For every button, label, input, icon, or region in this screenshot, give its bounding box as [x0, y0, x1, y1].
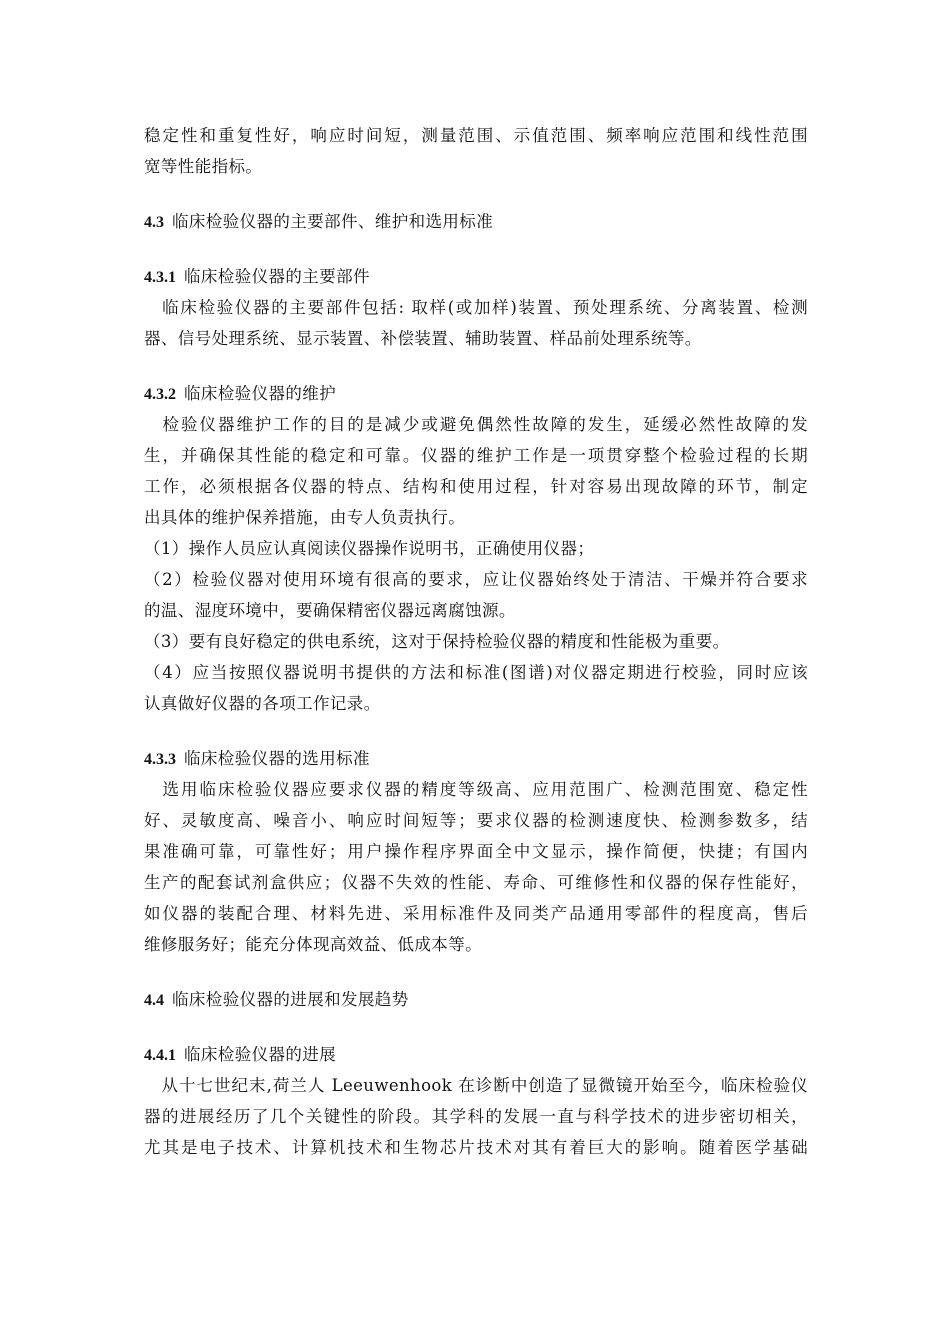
- paragraph-line: 检验仪器维护工作的目的是减少或避免偶然性故障的发生，延缓必然性故障的发: [144, 415, 808, 434]
- paragraph-line: 的温、湿度环境中，要确保精密仪器远离腐蚀源。: [144, 601, 516, 620]
- paragraph-line: 果准确可靠，可靠性好；用户操作程序界面全中文显示，操作简便，快捷；有国内: [144, 842, 808, 861]
- paragraph-line: 宽等性能指标。: [144, 157, 263, 176]
- paragraph-line: 维修服务好；能充分体现高效益、低成本等。: [144, 935, 482, 954]
- paragraph-line: （3）要有良好稳定的供电系统，这对于保持检验仪器的精度和性能极为重要。: [144, 632, 730, 651]
- paragraph: [144, 292, 808, 354]
- paragraph-line: 器的进展经历了几个关键性的阶段。其学科的发展一直与科学技术的进步密切相关，: [144, 1107, 808, 1126]
- section-spacer: [144, 182, 808, 206]
- section-title: 临床检验仪器的进展和发展趋势: [172, 990, 409, 1009]
- paragraph-line: 稳定性和重复性好，响应时间短，测量范围、示值范围、频率响应范围和线性范围: [144, 126, 808, 145]
- paragraph: [144, 1070, 808, 1163]
- section-heading: [144, 206, 808, 237]
- paragraph-line: 器、信号处理系统、显示装置、补偿装置、辅助装置、样品前处理系统等。: [144, 329, 702, 348]
- paragraph-line: （4）应当按照仪器说明书提供的方法和标准(图谱)对仪器定期进行校验，同时应该: [144, 663, 808, 682]
- section-title: 临床检验仪器的选用标准: [184, 749, 370, 768]
- paragraph-line: 从十七世纪末,荷兰人 Leeuwenhook 在诊断中创造了显微镜开始至今，临床检验仪: [144, 1076, 808, 1095]
- paragraph-line: 生产的配套试剂盒供应；仪器不失效的性能、寿命、可维修性和仪器的保存性能好，: [144, 873, 808, 892]
- section-heading: [144, 1039, 808, 1070]
- section-number: 4.3.3: [144, 751, 176, 768]
- paragraph-line: （1）操作人员应认真阅读仪器操作说明书，正确使用仪器；: [144, 539, 595, 558]
- section-heading: [144, 743, 808, 774]
- section-number: 4.3.1: [144, 269, 176, 286]
- section-spacer: [144, 354, 808, 378]
- section-title: 临床检验仪器的进展: [184, 1045, 337, 1064]
- section-number: 4.4.1: [144, 1047, 176, 1064]
- section-spacer: [144, 960, 808, 984]
- paragraph-line: 如仪器的装配合理、材料先进、采用标准件及同类产品通用零部件的程度高，售后: [144, 904, 808, 923]
- paragraph: [144, 120, 808, 182]
- section-heading: [144, 984, 808, 1015]
- section-heading: [144, 378, 808, 409]
- section-number: 4.4: [144, 992, 164, 1009]
- section-number: 4.3: [144, 214, 164, 231]
- document-page: [144, 120, 808, 1163]
- section-title: 临床检验仪器的维护: [184, 384, 337, 403]
- paragraph: [144, 774, 808, 960]
- section-spacer: [144, 1015, 808, 1039]
- paragraph-line: 好、灵敏度高、噪音小、响应时间短等；要求仪器的检测速度快、检测参数多，结: [144, 811, 808, 830]
- paragraph-line: 工作，必须根据各仪器的特点、结构和使用过程，针对容易出现故障的环节，制定: [144, 477, 808, 496]
- paragraph-line: （2）检验仪器对使用环境有很高的要求，应让仪器始终处于清洁、干燥并符合要求: [144, 570, 808, 589]
- paragraph: [144, 409, 808, 719]
- paragraph-line: 生，并确保其性能的稳定和可靠。仪器的维护工作是一项贯穿整个检验过程的长期: [144, 446, 808, 465]
- paragraph-line: 选用临床检验仪器应要求仪器的精度等级高、应用范围广、检测范围宽、稳定性: [144, 780, 808, 799]
- section-heading: [144, 261, 808, 292]
- section-title: 临床检验仪器的主要部件: [184, 267, 370, 286]
- paragraph-line: 出具体的维护保养措施，由专人负责执行。: [144, 508, 466, 527]
- paragraph-line: 尤其是电子技术、计算机技术和生物芯片技术对其有着巨大的影响。随着医学基础: [144, 1138, 808, 1157]
- section-number: 4.3.2: [144, 386, 176, 403]
- section-spacer: [144, 237, 808, 261]
- section-title: 临床检验仪器的主要部件、维护和选用标准: [172, 212, 494, 231]
- paragraph-line: 临床检验仪器的主要部件包括: 取样(或加样)装置、预处理系统、分离装置、检测: [144, 298, 808, 317]
- section-spacer: [144, 719, 808, 743]
- paragraph-line: 认真做好仪器的各项工作记录。: [144, 694, 381, 713]
